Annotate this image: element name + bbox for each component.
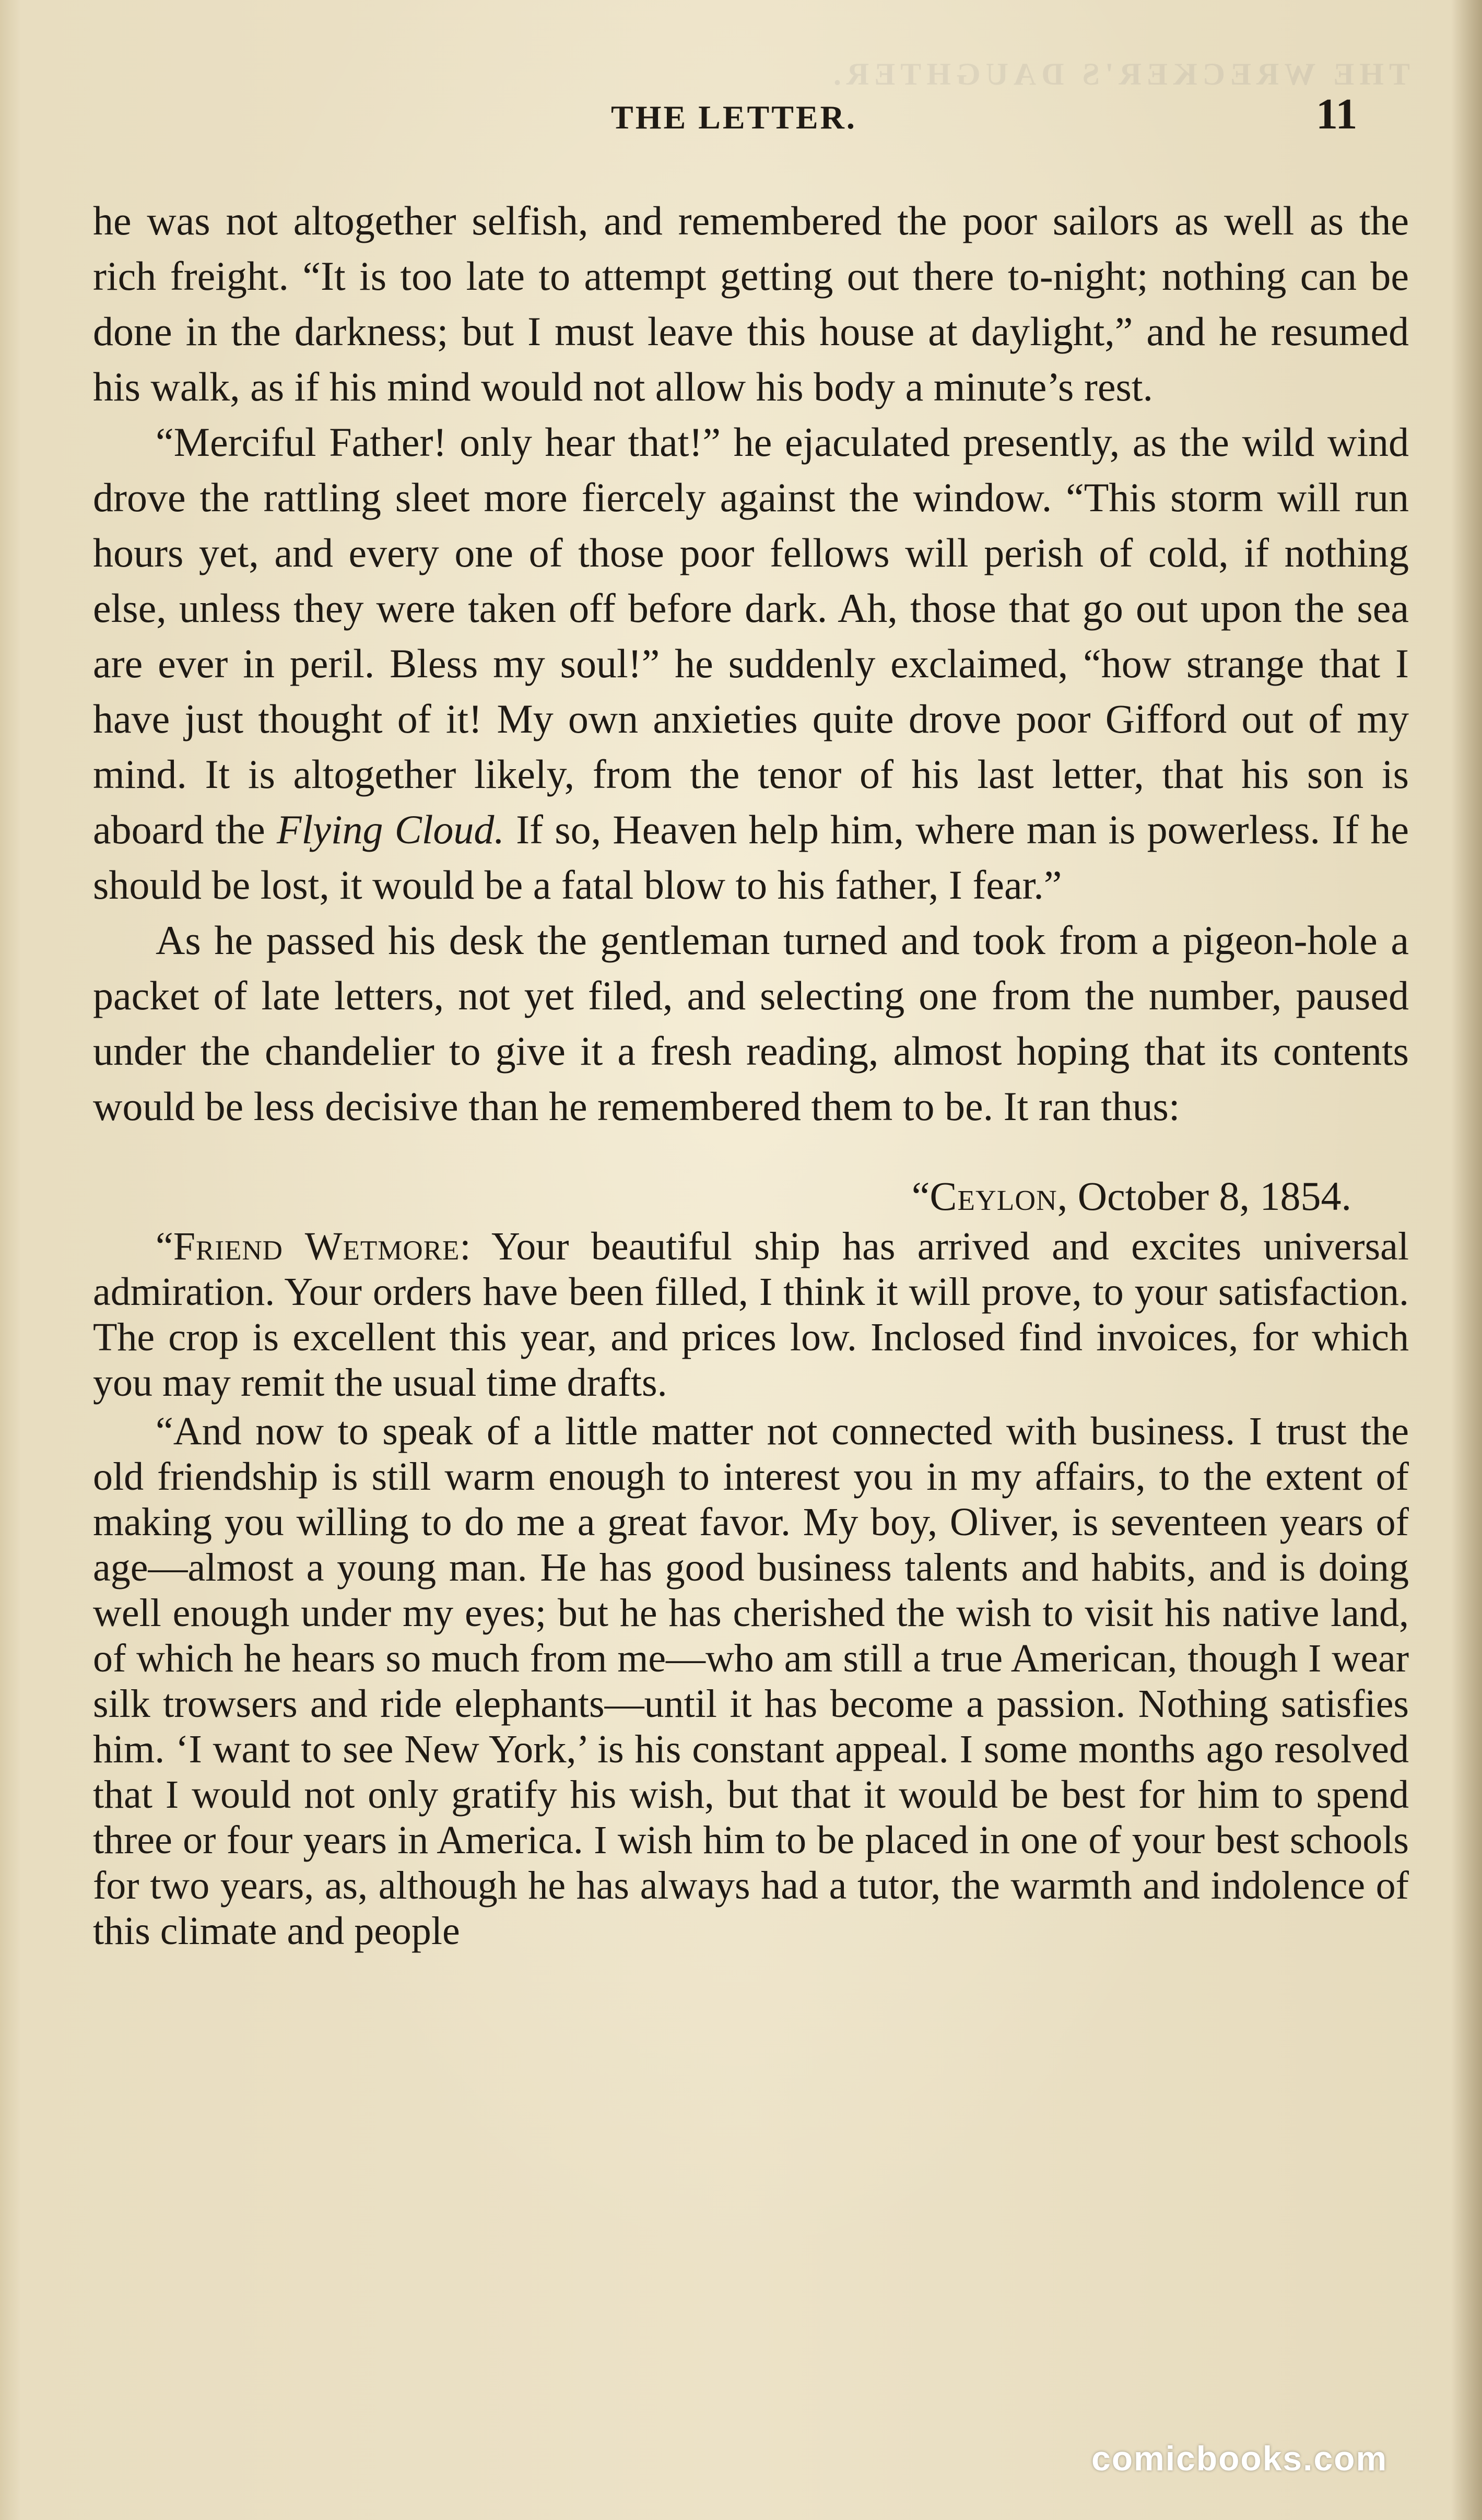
paragraph-1: he was not altogether selfish, and remembered the poor sailors as well as the rich freight. “It is too late to attempt getting out there to-night; nothing can be done in the darkness; but I must leave this house at daylight,” and he resumed his walk, as if his mind would not allow his body a minute’s rest. [93, 198, 1409, 409]
bleed-through-text: THE WRECKER'S DAUGHTER. [828, 57, 1410, 91]
running-title: THE LETTER. [611, 99, 857, 136]
salutation-quote: “ [156, 1224, 173, 1268]
letter-paragraph-1-text: : Your beautiful ship has arrived and excites universal admiration. Your orders have been filled, I think it will prove, to your satisfaction. The crop is excellent this year, and prices low. Inclosed find invoices, for which you may remit the usual time drafts. [93, 1224, 1409, 1405]
dateline-date: , October 8, 1854. [1057, 1173, 1351, 1219]
paragraph-2-text: “Merciful Father! only hear that!” he ejaculated presently, as the wild wind drove the rattling sleet more fiercely against the window. “This storm will run hours yet, and every one of those poor fellows will perish of cold, if nothing else, unless they were taken off before dark. Ah, those that go out upon the sea are ever in peril. Bless my soul!” he suddenly exclaimed, “how strange that I have just thought of it! My own anxieties quite drove poor Gifford out of my mind. It is altogether likely, from the tenor of his last letter, that his son is aboard the [93, 419, 1409, 852]
letter-paragraph-2: “And now to speak of a little matter not connected with business. I trust the old friendship is still warm enough to interest you in my affairs, to the extent of making you willing to do me a great favor. My boy, Oliver, is seventeen years of age—almost a young man. He has good business talents and habits, and is doing well enough under my eyes; but he has cherished the wish to visit his native land, of which he hears so much from me—who am still a true American, though I wear silk trowsers and ride elephants—until it has become a passion. Nothing satisfies him. ‘I want to see New York,’ is his constant appeal. I some months ago resolved that I would not only gratify his wish, but that it would be best for him to spend three or four years in America. I wish him to be placed in one of your best schools for two years, as, although he has always had a tutor, the warmth and indolence of this climate and people [93, 1409, 1409, 1953]
paragraph-2 [93, 415, 1409, 913]
watermark: comicbooks.com [1091, 2439, 1388, 2478]
ship-name: Flying Cloud. [276, 807, 504, 852]
dateline-place: Ceylon [930, 1173, 1057, 1219]
letter-dateline [93, 1169, 1351, 1224]
page-number: 11 [1316, 90, 1358, 138]
page-body [93, 193, 1409, 1954]
paragraph-3: As he passed his desk the gentleman turned and took from a pigeon-hole a packet of late letters, not yet filed, and selecting one from the number, paused under the chandelier to give it a fresh reading, almost hoping that its contents would be less decisive than he remembered them to be. It ran thus: [93, 917, 1409, 1129]
dateline-quote: “ [911, 1173, 930, 1219]
paragraph-2-tail: If so, Heaven help him, where man is powerless. If he should be lost, it would be a fatal blow to his father, I fear.” [93, 807, 1409, 908]
letter-salutation: Friend Wetmore [173, 1224, 460, 1268]
page-header [0, 84, 1482, 141]
page-edge-shadow [1451, 0, 1482, 2520]
letter-paragraph-1 [93, 1224, 1409, 1406]
